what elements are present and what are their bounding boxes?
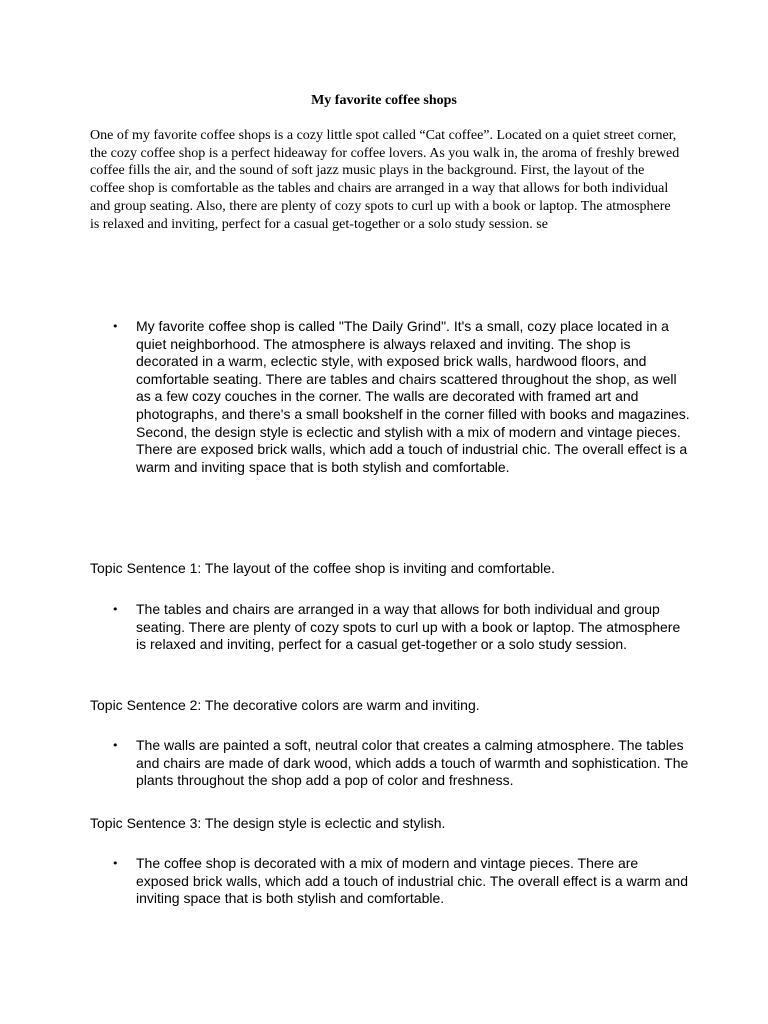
main-bullet-text: My favorite coffee shop is called "The Daily Grind". It's a small, cozy place located in a quiet neighborhood. The atmosphere is always relaxed and inviting. The shop is decorated in a warm, eclectic style, with exposed brick walls, hardwood floors, and comfortable seating. There are tables and chairs scattered throughout the shop, as well as a few cozy couches in the corner. The walls are decorated with framed art and photographs, and there's a small bookshelf in the corner filled with books and magazines. Second, the design style is eclectic and stylish with a mix of modern and vintage pieces. There are exposed brick walls, which add a touch of industrial chic. The overall effect is a warm and inviting space that is both stylish and comfortable. [136, 318, 690, 475]
topic-sentence-2: Topic Sentence 2: The decorative colors are warm and inviting. [90, 697, 480, 713]
topic-sentence-1: Topic Sentence 1: The layout of the coffee shop is inviting and comfortable. [90, 560, 555, 576]
topic-1-bullet-item [90, 601, 690, 654]
intro-paragraph: One of my favorite coffee shops is a cozy little spot called “Cat coffee”. Located on a quiet street corner, the cozy coffee shop is a perfect hideaway for coffee lovers. As you walk in, the aroma of freshly brewed coffee fills the air, and the sound of soft jazz music plays in the background. First, the layout of the coffee shop is comfortable as the tables and chairs are arranged in a way that allows for both individual and group seating. Also, there are plenty of cozy spots to curl up with a book or laptop. The atmosphere is relaxed and inviting, perfect for a casual get-together or a solo study session. se [90, 128, 680, 232]
bullet-icon: • [112, 739, 119, 752]
topic-1-bullet-text: The tables and chairs are arranged in a way that allows for both individual and group seating. There are plenty of cozy spots to curl up with a book or laptop. The atmosphere is relaxed and inviting, perfect for a casual get-together or a solo study session. [136, 601, 681, 653]
topic-3-bullet-text: The coffee shop is decorated with a mix of modern and vintage pieces. There are exposed brick walls, which add a touch of industrial chic. The overall effect is a warm and inviting space that is both stylish and comfortable. [136, 855, 688, 907]
document-title: My favorite coffee shops [311, 93, 457, 108]
main-bullet-item [90, 318, 690, 476]
topic-sentence-3: Topic Sentence 3: The design style is eclectic and stylish. [90, 815, 446, 831]
bullet-icon: • [112, 320, 119, 333]
bullet-icon: • [112, 603, 119, 616]
topic-2-bullet-text: The walls are painted a soft, neutral color that creates a calming atmosphere. The tables and chairs are made of dark wood, which adds a touch of warmth and sophistication. The plants throughout the shop add a pop of color and freshness. [136, 737, 689, 789]
bullet-icon: • [112, 857, 119, 870]
topic-3-bullet-item [90, 855, 690, 908]
topic-2-bullet-item [90, 737, 690, 790]
